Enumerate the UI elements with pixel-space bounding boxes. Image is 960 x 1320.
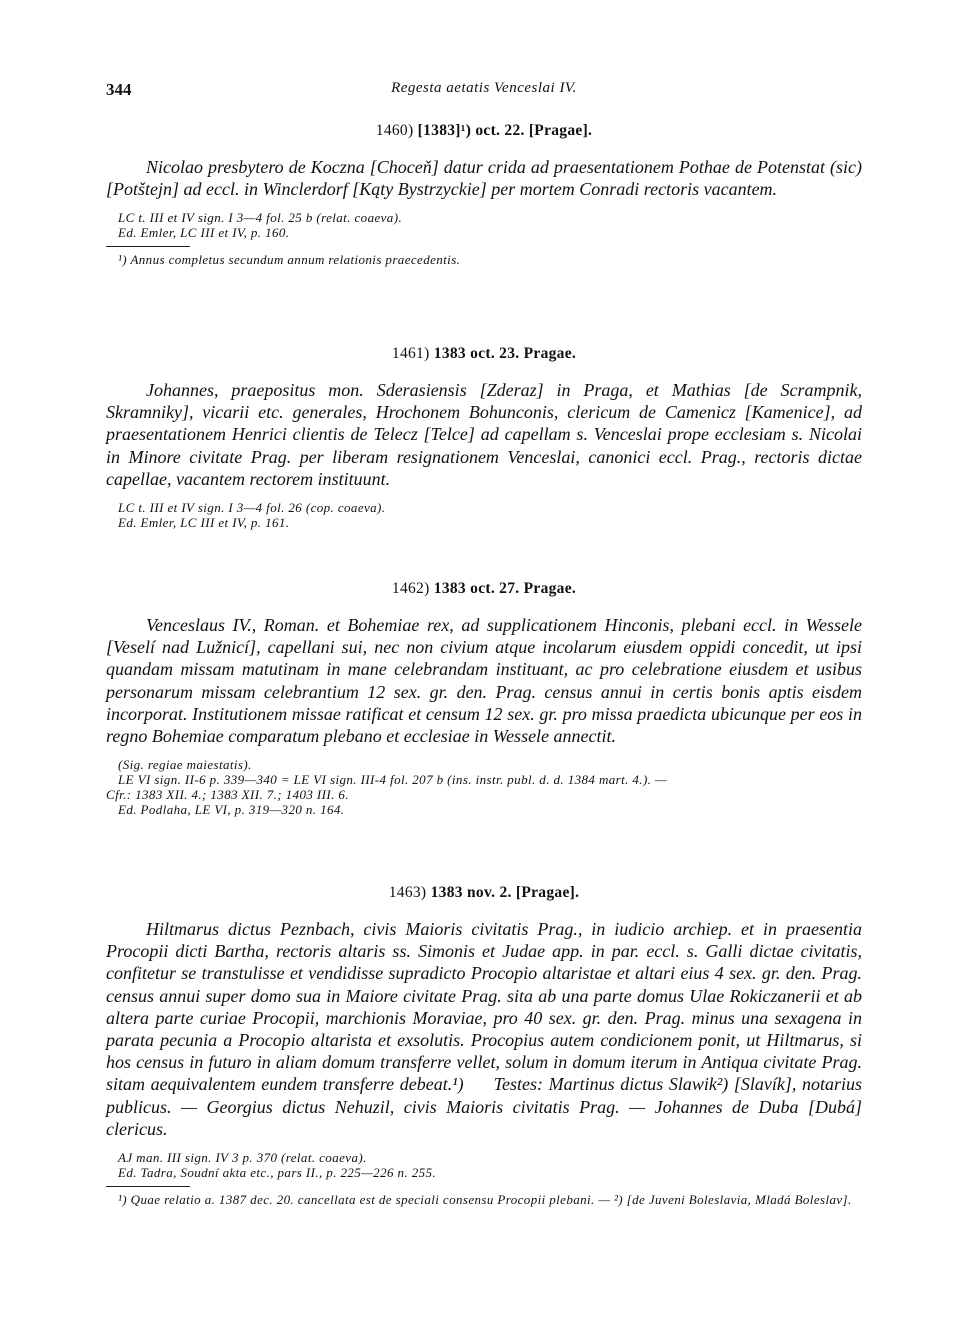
entry-heading xyxy=(106,580,862,598)
running-head xyxy=(106,80,862,102)
footnote-rule xyxy=(106,246,190,247)
regest-entry-1461 xyxy=(106,345,862,530)
source-line: LC t. III et IV sign. I 3—4 fol. 26 (cop. coaeva). xyxy=(118,500,386,516)
source-line: LE VI sign. II-6 p. 339—340 = LE VI sign. III-4 fol. 207 b (ins. instr. publ. d. d. 1384 mart. 4.). — xyxy=(118,772,667,788)
source-line: AJ man. III sign. IV 3 p. 370 (relat. coaeva). xyxy=(118,1150,367,1166)
footnote: ¹) Quae relatio a. 1387 dec. 20. cancellata est de speciali consensu Procopii plebani. — ²) [de Juveni Boleslavia, Mladá Boleslav]. xyxy=(118,1192,852,1208)
entry-text xyxy=(106,918,862,1140)
regest-entry-1463 xyxy=(106,884,862,1208)
entry-witnesses: Testes: Martinus dictus Slawik²) [Slavík], notarius publicus. — Georgius dictus Nehuzil, civis Maioris civitatis Prag. — Johannes de Duba [Dubá] clericus. xyxy=(106,1074,862,1139)
entry-number: 1460) xyxy=(375,122,414,139)
source-line: Ed. Tadra, Soudní akta etc., pars II., p. 225—226 n. 255. xyxy=(118,1165,437,1181)
entry-text: Johannes, praepositus mon. Sderasiensis [Zderaz] in Praga, et Mathias [de Scrampnik, Skramniky], vicarii etc. generales, Hrochonem Bohunconis, clericum de Camenicz [Kamenice], ad praesentationem Henrici clientis de Telecz [Telce] ad capellam s. Venceslai prope ecclesiam s. Nicolai in Minore civitate Prag. per liberam resignationem Venceslai, canonici eccl. Prag., rectoris dictae capellae, vacantem rectorem instituunt. xyxy=(106,380,862,489)
source-line: Cfr.: 1383 XII. 4.; 1383 XII. 7.; 1403 III. 6. xyxy=(106,787,349,803)
entry-sources xyxy=(106,757,862,817)
footnote: ¹) Annus completus secundum annum relationis praecedentis. xyxy=(118,252,461,268)
entry-text-main: Hiltmarus dictus Peznbach, civis Maioris civitatis Prag., in iudicio archiep. et in praesentia Procopii dicti Bartha, rectoris altaris ss. Simonis et Judae app. in par. eccl. s. Galli dictae civitatis, confitetur se transtulisse et vendidisse supradicto Procopio altaristae et altari eius 4 sex. gr. den. Prag. census annui super domo sua in Maiore civitate Prag. sita ab una parte domus Ulae Rokiczanerii et ab altera parte curiae Procopii, marchionis Moraviae, pro 40 sex. gr. den. Prag. minus una sexagena in parata pecunia a Procopio altarista et exsolutis. Procopius autem condicionem ponit, ut Hiltmarus, si hos census in futuro in aliam domum transferre vellet, solum in domum iterum in Antiqua civitate Prag. sitam aequivalentem eundem transferre debeat.¹) xyxy=(106,919,862,1095)
source-line: (Sig. regiae maiestatis). xyxy=(118,757,252,773)
entry-number: 1463) xyxy=(388,884,427,901)
entry-sources xyxy=(106,210,862,240)
regest-entry-1460 xyxy=(106,122,862,268)
page-number: 344 xyxy=(106,80,132,99)
entry-heading xyxy=(106,884,862,902)
entry-sources xyxy=(106,1150,862,1180)
entry-number: 1462) xyxy=(391,580,430,597)
entry-number: 1461) xyxy=(391,345,430,362)
source-line: Ed. Emler, LC III et IV, p. 161. xyxy=(118,515,290,531)
source-line: Ed. Emler, LC III et IV, p. 160. xyxy=(118,225,290,241)
regest-entry-1462 xyxy=(106,580,862,817)
entry-text: Venceslaus IV., Roman. et Bohemiae rex, ad supplicationem Hinconis, plebani eccl. in Wessele [Veselí nad Lužnicí], capellani sui, nec non civium atque incolarum eiusdem oppidi concedit, ut ipsi quandam missam matutinam in mane celebrandam instituant, ac pro celebratione eiusdem et usibus personarum missam celebrantium 12 sex. gr. den. Prag. census annui in certis bonis aptis eisdem incorporat. Institutionem missae ratificat et censum 12 sex. gr. pro missa praedicta ubicunque per eos in regno Bohemiae comparatum plebano et ecclesiae in Wessele annectit. xyxy=(106,615,862,747)
entry-text: Nicolao presbytero de Koczna [Choceň] datur crida ad praesentationem Pothae de Potenstat (sic) [Potštejn] ad eccl. in Winclerdorf [Kąty Bystrzyckie] per mortem Conradi rectoris vacantem. xyxy=(106,157,862,200)
entry-date: 1383 oct. 23. Pragae. xyxy=(433,345,577,362)
entry-heading xyxy=(106,122,862,140)
source-line: Ed. Podlaha, LE VI, p. 319—320 n. 164. xyxy=(118,802,345,818)
entry-date: 1383 nov. 2. [Pragae]. xyxy=(430,884,580,901)
entry-heading xyxy=(106,345,862,363)
source-line: LC t. III et IV sign. I 3—4 fol. 25 b (relat. coaeva). xyxy=(118,210,403,226)
entry-date: 1383 oct. 27. Pragae. xyxy=(433,580,577,597)
entry-date: [1383]¹) oct. 22. [Pragae]. xyxy=(417,122,593,139)
entry-sources xyxy=(106,500,862,530)
footnote-rule xyxy=(106,1186,190,1187)
document-page xyxy=(106,0,862,1320)
running-title: Regesta aetatis Venceslai IV. xyxy=(391,80,577,96)
